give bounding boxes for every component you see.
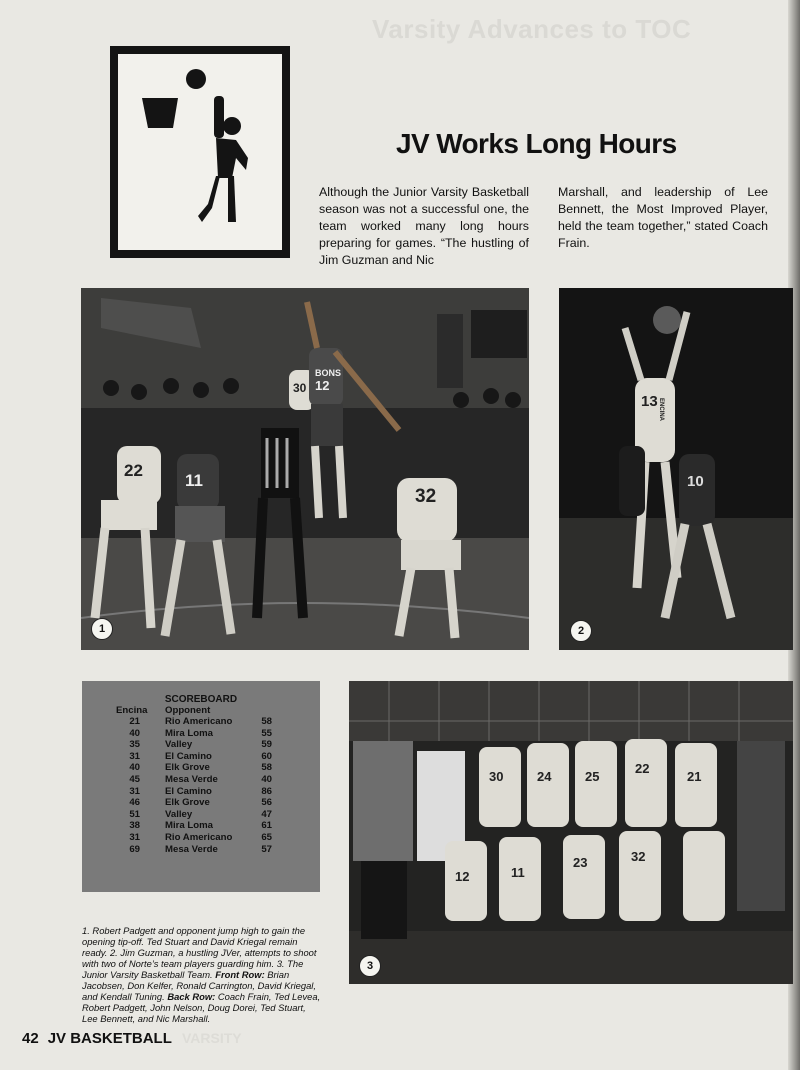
body-text-col1: Although the Junior Varsity Basketball season was not a successful one, the team worked many long hours preparing for games. “The hustling of Jim Guzman and Nic xyxy=(319,185,529,267)
scoreboard-opponent-name: Mira Loma xyxy=(165,727,213,739)
scoreboard-opponent-name: Rio Americano xyxy=(165,832,233,843)
scoreboard-encina-score: 31 xyxy=(129,750,140,762)
scoreboard-encina-score: 46 xyxy=(129,797,140,809)
scoreboard-row xyxy=(82,832,320,844)
logo-box xyxy=(110,46,290,258)
caption-back-text: Coach Frain, Ted Levea, Robert Padgett, John Nelson, Doug Dorei, Ted Stuart, Lee Bennett, and Nic Marshall. xyxy=(82,991,321,1024)
scoreboard-opponent-score: 61 xyxy=(261,820,272,832)
basketball-player-icon xyxy=(118,54,282,250)
scoreboard-opponent-score: 58 xyxy=(261,762,272,774)
scoreboard-row xyxy=(82,844,320,856)
scoreboard-row xyxy=(82,762,320,774)
scoreboard-opponent-score: 40 xyxy=(261,774,272,785)
page-footer xyxy=(22,1030,172,1047)
jersey-label: 25 xyxy=(585,769,600,784)
scoreboard-row xyxy=(82,716,320,728)
jersey-label: 32 xyxy=(415,486,437,507)
scoreboard-encina-score: 38 xyxy=(129,820,140,832)
scoreboard-opponent-name: Mesa Verde xyxy=(165,843,218,855)
bleed-through-title: Varsity Advances to TOC xyxy=(372,14,692,44)
section-name: JV BASKETBALL xyxy=(47,1030,172,1047)
scoreboard-encina-score: 40 xyxy=(129,762,140,774)
photo-2-shot xyxy=(559,288,793,650)
jersey-label: 30 xyxy=(489,769,504,784)
scoreboard-opponent-score: 56 xyxy=(261,797,272,809)
scoreboard-opponent-name: El Camino xyxy=(165,785,212,797)
jersey-label: 30 xyxy=(293,381,307,395)
jersey-label: 12 xyxy=(455,869,470,884)
scoreboard-opponent-name: Elk Grove xyxy=(165,762,210,774)
scoreboard-opponent-name: Mesa Verde xyxy=(165,774,218,785)
jersey-label: 23 xyxy=(573,855,588,870)
scoreboard-row xyxy=(82,751,320,763)
scoreboard-opponent-name: Mira Loma xyxy=(165,820,213,832)
scoreboard-opponent-score: 65 xyxy=(261,832,272,843)
scoreboard-title: SCOREBOARD xyxy=(164,694,238,705)
scoreboard-opponent-score: 86 xyxy=(261,785,272,797)
jersey-label: 22 xyxy=(635,761,650,776)
caption-text: 1. Robert Padgett and opponent jump high to gain the opening tip-off. Ted Stuart and David Kriegal remain ready. 2. Jim Guzman, a hustling JVer, attempts to shoot with two of Norte’s team players guarding him. 3. The Junior Varsity Basketball Team. xyxy=(82,925,317,980)
jersey-banner: BONS xyxy=(315,368,342,378)
jersey-label: 13 xyxy=(641,393,658,410)
photo-caption xyxy=(82,925,322,1024)
scoreboard-encina-score: 51 xyxy=(129,808,140,820)
body-text-col2: Marshall, and leadership of Lee Bennett, the Most Improved Player, held the team together,” stated Coach Frain. xyxy=(558,185,768,250)
jersey-label: 12 xyxy=(315,378,330,393)
jersey-label: 24 xyxy=(537,769,552,784)
scoreboard-opponent-score: 60 xyxy=(261,750,272,762)
scoreboard-row xyxy=(82,786,320,798)
scoreboard-opponent-score: 58 xyxy=(261,716,272,727)
scoreboard-opponent-name: Rio Americano xyxy=(165,716,233,727)
scoreboard-opponent-score: 57 xyxy=(261,843,272,855)
headline: JV Works Long Hours xyxy=(396,128,677,159)
scoreboard-col-opponent: Opponent xyxy=(165,705,211,716)
caption-front-label: Front Row: xyxy=(215,969,265,980)
scoreboard-row xyxy=(82,739,320,751)
photo-number: 1 xyxy=(91,618,113,640)
photo-number: 3 xyxy=(359,955,381,977)
jersey-banner: ENCINA xyxy=(658,398,664,422)
scoreboard-opponent-score: 59 xyxy=(261,739,272,751)
scoreboard-row xyxy=(82,797,320,809)
scoreboard-opponent-name: El Camino xyxy=(165,750,212,762)
photo-3-team xyxy=(349,681,793,984)
scoreboard-opponent-name: Valley xyxy=(165,808,193,820)
jersey-label: 22 xyxy=(124,461,143,480)
scoreboard-encina-score: 45 xyxy=(129,774,140,785)
jersey-label: 11 xyxy=(185,471,203,490)
jersey-label: 32 xyxy=(631,849,646,864)
scoreboard-opponent-score: 47 xyxy=(261,808,272,820)
jersey-label: 11 xyxy=(511,865,525,880)
scoreboard-encina-score: 69 xyxy=(129,843,140,855)
scoreboard-encina-score: 35 xyxy=(129,739,140,751)
scoreboard-encina-score: 31 xyxy=(129,785,140,797)
photo-number: 2 xyxy=(570,620,592,642)
scoreboard-opponent-name: Elk Grove xyxy=(165,797,210,809)
scoreboard-encina-score: 31 xyxy=(129,832,140,843)
scoreboard-opponent-score: 55 xyxy=(261,727,272,739)
scoreboard-row xyxy=(82,809,320,821)
scoreboard xyxy=(82,681,320,892)
page-number: 42 xyxy=(22,1030,39,1047)
caption-front-text: Brian Jacobsen, Don Kelfer, Ronald Carrington, David Kriegal, and Kendall Tuning. xyxy=(82,969,316,1002)
jersey-label: 10 xyxy=(687,473,704,490)
scoreboard-col-encina: Encina xyxy=(116,705,148,716)
bleed-through-footer: VARSITY xyxy=(182,1030,242,1046)
scoreboard-row xyxy=(82,774,320,786)
photo-1-tipoff xyxy=(81,288,529,650)
scoreboard-encina-score: 40 xyxy=(129,727,140,739)
caption-back-label: Back Row: xyxy=(167,991,216,1002)
scoreboard-row xyxy=(82,728,320,740)
scoreboard-opponent-name: Valley xyxy=(165,739,193,751)
scoreboard-row xyxy=(82,820,320,832)
scoreboard-encina-score: 21 xyxy=(129,716,140,727)
jersey-label: 21 xyxy=(687,769,702,784)
